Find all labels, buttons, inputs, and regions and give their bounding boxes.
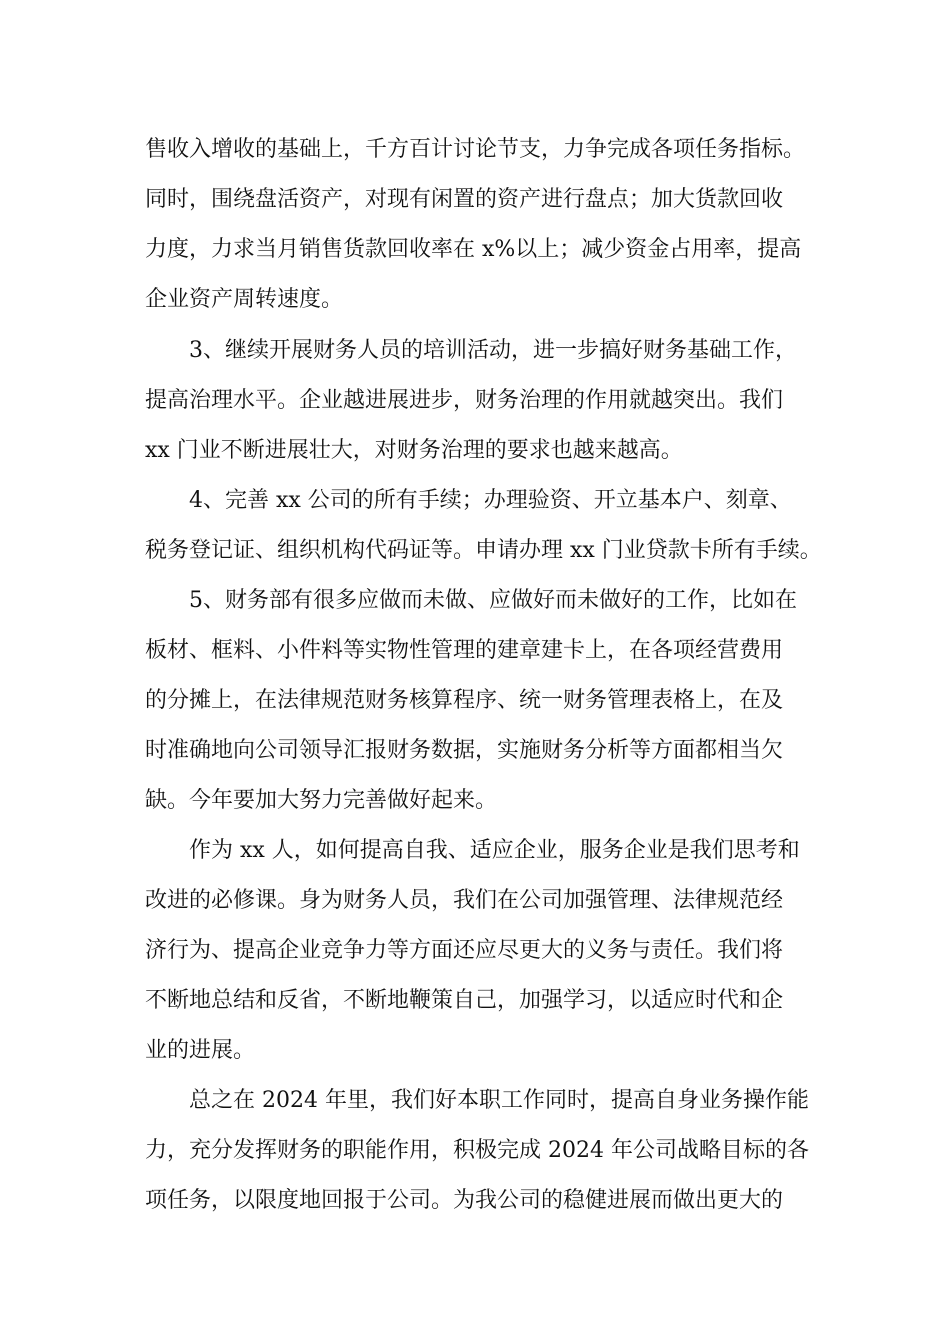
text-line: 力度，力求当月销售货款回收率在 x%以上；减少资金占用率，提高 <box>145 237 802 262</box>
text-line: 时准确地向公司领导汇报财务数据，实施财务分析等方面都相当欠 <box>145 738 784 763</box>
text-line: 业的进展。 <box>145 1038 256 1063</box>
text-line: 改进的必修课。身为财务人员，我们在公司加强管理、法律规范经 <box>145 888 784 913</box>
paragraph-item-4-start: 4、完善 xx 公司的所有手续；办理验资、开立基本户、刻章、 <box>189 488 792 513</box>
paragraph-item-3-start: 3、继续开展财务人员的培训活动，进一步搞好财务基础工作， <box>189 338 797 363</box>
paragraph-start: 总之在 2024 年里，我们好本职工作同时，提高自身业务操作能 <box>189 1088 809 1113</box>
text-line: 税务登记证、组织机构代码证等。申请办理 xx 门业贷款卡所有手续。 <box>145 538 822 563</box>
text-line: 力，充分发挥财务的职能作用，积极完成 2024 年公司战略目标的各 <box>145 1138 809 1163</box>
text-line: xx 门业不断进展壮大，对财务治理的要求也越来越高。 <box>145 438 683 463</box>
text-line: 企业资产周转速度。 <box>145 287 344 312</box>
text-line: 缺。今年要加大努力完善做好起来。 <box>145 788 498 813</box>
text-line: 不断地总结和反省，不断地鞭策自己，加强学习，以适应时代和企 <box>145 988 784 1013</box>
text-line: 同时，围绕盘活资产，对现有闲置的资产进行盘点；加大货款回收 <box>145 187 784 212</box>
text-line: 板材、框料、小件料等实物性管理的建章建卡上，在各项经营费用 <box>145 638 784 663</box>
paragraph-start: 作为 xx 人，如何提高自我、适应企业，服务企业是我们思考和 <box>189 838 800 863</box>
text-line: 的分摊上，在法律规范财务核算程序、统一财务管理表格上，在及 <box>145 688 784 713</box>
text-line: 济行为、提高企业竞争力等方面还应尽更大的义务与责任。我们将 <box>145 938 784 963</box>
text-line: 售收入增收的基础上，千方百计讨论节支，力争完成各项任务指标。 <box>145 137 806 162</box>
paragraph-item-5-start: 5、财务部有很多应做而未做、应做好而未做好的工作，比如在 <box>189 588 797 613</box>
text-line: 提高治理水平。企业越进展进步，财务治理的作用就越突出。我们 <box>145 388 784 413</box>
text-line: 项任务，以限度地回报于公司。为我公司的稳健进展而做出更大的 <box>145 1188 784 1213</box>
